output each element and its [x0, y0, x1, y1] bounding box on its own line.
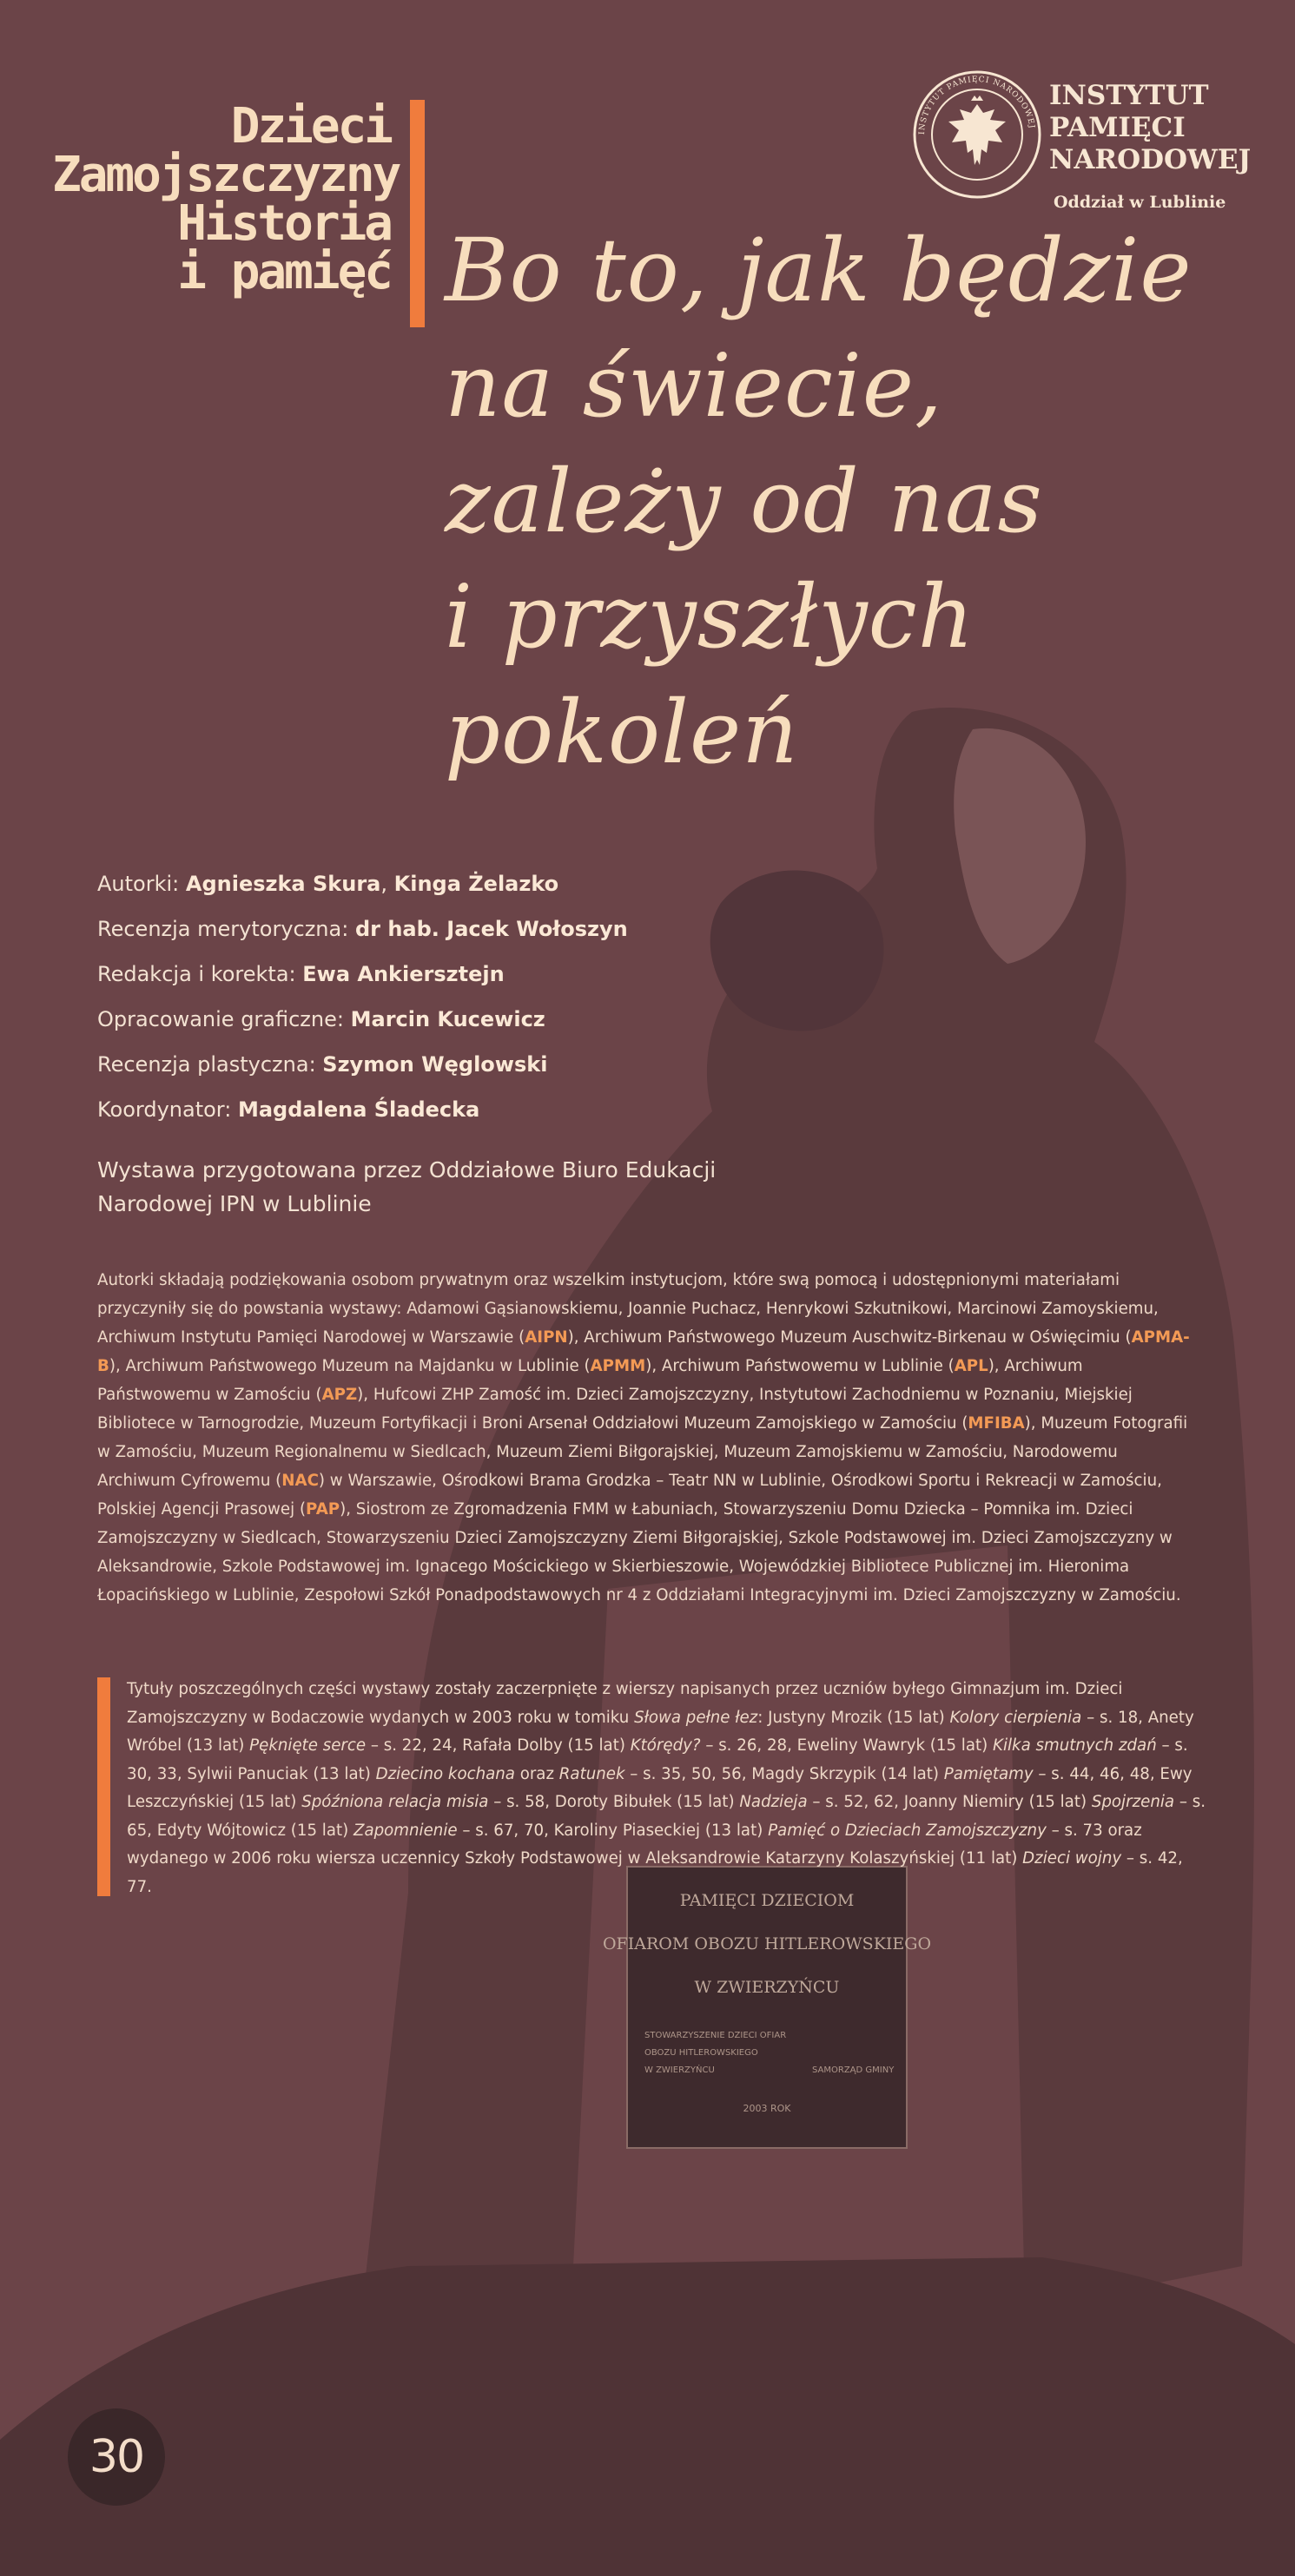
credit-label: Redakcja i korekta:: [97, 962, 303, 986]
headline-line-4: i przyszłych: [445, 566, 975, 668]
poem-title: Spóźniona relacja misia: [301, 1793, 489, 1811]
credit-label: Koordynator:: [97, 1097, 238, 1122]
text-segment: – s. 52, 62, Joanny Niemiry (15 lat): [807, 1793, 1092, 1811]
credit-coordinator: [97, 1087, 775, 1132]
institute-name-line-3: NARODOWEJ: [1049, 144, 1252, 175]
headline-line-1: Bo to, jak będzie: [445, 220, 1193, 321]
poem-title: Pęknięte serce: [249, 1736, 367, 1755]
eagle-seal-icon: [912, 69, 1042, 200]
plaque-line-3: W ZWIERZYŃCU: [694, 1978, 840, 1997]
text-segment: – s. 35, 50, 56, Magdy Skrzypik (14 lat): [624, 1764, 944, 1783]
credit-editing: [97, 952, 775, 997]
text-segment: ), Archiwum Państwowemu w Lublinie (: [645, 1357, 955, 1375]
page-number-badge: [68, 2408, 165, 2506]
page-number: 30: [89, 2431, 144, 2483]
plaque-year: 2003 ROK: [743, 2103, 791, 2114]
text-segment: ), Archiwum Państwowemu w Zamościu (: [97, 1357, 1083, 1404]
plaque-small-line-3: W ZWIERZYŃCU: [644, 2065, 715, 2075]
poem-title: Zapomnienie: [353, 1821, 458, 1840]
institute-branch: Oddział w Lublinie: [1054, 193, 1226, 212]
institute-name-line-2: PAMIĘCI: [1049, 112, 1186, 143]
text-segment: – s. 58, Doroty Bibułek (15 lat): [488, 1793, 740, 1811]
headline-line-3: zależy od nas: [445, 451, 1043, 552]
credit-review: [97, 906, 775, 952]
archive-abbreviation: AIPN: [525, 1328, 568, 1347]
text-segment: – s. 42, 77.: [127, 1849, 1183, 1896]
credit-name: Marcin Kucewicz: [350, 1007, 545, 1031]
credit-label: Recenzja merytoryczna:: [97, 917, 355, 941]
credit-separator: ,: [380, 872, 394, 896]
poem-title: Słowa pełne łez: [634, 1708, 758, 1727]
archive-abbreviation: MFIBA: [968, 1414, 1025, 1433]
plaque-line-2: OFIAROM OBOZU HITLEROWSKIEGO: [602, 1934, 932, 1953]
headline-line-2: na świecie,: [445, 335, 943, 437]
series-line-3: Historia: [177, 195, 391, 252]
text-segment: – s. 67, 70, Karoliny Piaseckiej (13 lat): [457, 1821, 769, 1840]
plaque-small-line-2: OBOZU HITLEROWSKIEGO: [644, 2048, 758, 2058]
prepared-by: [97, 1153, 809, 1221]
credit-graphic-design: [97, 997, 775, 1042]
series-line-4: i pamięć: [177, 244, 391, 300]
acknowledgements: [97, 1266, 1200, 1610]
archive-abbreviation: PAP: [306, 1500, 340, 1519]
text-segment: ), Archiwum Państwowego Muzeum na Majdanku w Lublinie (: [109, 1357, 591, 1375]
headline: [445, 213, 1226, 790]
text-segment: oraz: [514, 1764, 559, 1783]
text-segment: ), Hufcowi ZHP Zamość im. Dzieci Zamojszczyzny, Instytutowi Zachodniemu w Poznaniu, Miejskiej Bibliotece w Tarnogrodzie, Muzeum Fortyfikacji i Broni Arsenał Oddziałowi Muzeum Zamojskiego w Zamościu (: [97, 1386, 1133, 1433]
poem-title: Którędy?: [630, 1736, 701, 1755]
archive-abbreviation: APZ: [321, 1386, 358, 1404]
credit-name: Agnieszka Skura: [185, 872, 381, 896]
titles-source-note: [127, 1676, 1212, 1901]
credit-art-review: [97, 1042, 775, 1087]
poem-title: Nadzieja: [739, 1793, 808, 1811]
text-segment: ) w Warszawie, Ośrodkowi Brama Grodzka – Teatr NN w Lublinie, Ośrodkowi Sportu i Rekreacji w Zamościu, Polskiej Agencji Prasowej (: [97, 1472, 1162, 1519]
text-segment: – s. 73 oraz wydanego w 2006 roku wiersza uczennicy Szkoły Podstawowej w Aleksandrowie Katarzyny Kolaszyńskiej (11 lat): [127, 1821, 1142, 1868]
text-segment: – s. 44, 46, 48, Ewy Leszczyńskiej (15 lat): [127, 1764, 1193, 1811]
accent-bar-bottom: [97, 1677, 110, 1896]
archive-abbreviation: APMM: [590, 1357, 646, 1375]
credit-name: Kinga Żelazko: [393, 872, 559, 896]
series-line-1: Dzieci: [230, 98, 391, 155]
poem-title: Dzieci wojny: [1022, 1849, 1122, 1868]
archive-abbreviation: NAC: [281, 1472, 319, 1490]
text-segment: – s. 18, Anety Wróbel (13 lat): [127, 1708, 1194, 1755]
text-segment: ), Siostrom ze Zgromadzenia FMM w Łabuniach, Stowarzyszeniu Domu Dziecka – Pomnika im. Dzieci Zamojszczyzny w Siedlcach, Stowarzyszeniu Dzieci Zamojszczyzny Ziemi Biłgorajskiej, Szkole Podstawowej im. Dzieci Zamojszczyzny w Aleksandrowie, Szkole Podstawowej im. Ignacego Mościckiego w Skierbieszowie, Wojewódzkiej Bibliotece Publicznej im. Hieronima Łopacińskiego w Lublinie, Zespołowi Szkół Ponadpodstawowych nr 4 z Oddziałami Integracyjnymi im. Dzieci Zamojszczyzny w Zamościu.: [97, 1500, 1181, 1604]
prepared-line-2: Narodowej IPN w Lublinie: [97, 1191, 372, 1216]
ipn-logo: [912, 69, 1252, 217]
credit-authors: [97, 861, 775, 906]
text-segment: : Justyny Mrozik (15 lat): [757, 1708, 950, 1727]
text-segment: – s. 22, 24, Rafała Dolby (15 lat): [366, 1736, 631, 1755]
series-title: [52, 98, 400, 300]
credit-name: Ewa Ankiersztejn: [302, 962, 505, 986]
plaque: [603, 1867, 931, 2148]
plaque-small-right: SAMORZĄD GMINY: [812, 2065, 895, 2075]
credit-name: Magdalena Śladecka: [237, 1097, 480, 1122]
text-segment: ), Muzeum Fotografii w Zamościu, Muzeum Regionalnemu w Siedlcach, Muzeum Ziemi Biłgorajskiej, Muzeum Zamojskiemu w Zamościu, Narodowemu Archiwum Cyfrowemu (: [97, 1414, 1188, 1490]
text-segment: Autorki składają podziękowania osobom prywatnym oraz wszelkim instytucjom, które swą pomocą i udostępnionymi materiałami przyczyniły się do powstania wystawy: Adamowi Gąsianowskiemu, Joannie Puchacz, Henrykowi Szkutnikowi, Marcinowi Zamoyskiemu, Archiwum Instytutu Pamięci Narodowej w Warszawie (: [97, 1271, 1159, 1347]
poem-title: Kilka smutnych zdań: [993, 1736, 1157, 1755]
poem-title: Pamięć o Dzieciach Zamojszczyzny: [768, 1821, 1047, 1840]
credit-name: Szymon Węglowski: [322, 1052, 548, 1077]
poem-title: Ratunek: [558, 1764, 625, 1783]
archive-abbreviation: APL: [954, 1357, 988, 1375]
credit-label: Autorki:: [97, 872, 186, 896]
credit-label: Recenzja plastyczna:: [97, 1052, 323, 1077]
institute-name: [1049, 80, 1251, 176]
seal-text: INSTYTUT PAMIĘCI NARODOWEJ: [917, 75, 1036, 135]
prepared-line-1: Wystawa przygotowana przez Oddziałowe Biuro Edukacji: [97, 1157, 717, 1183]
series-line-2: Zamojszczyzny: [52, 147, 400, 203]
accent-bar-top: [410, 100, 425, 327]
poem-title: Pamiętamy: [943, 1764, 1034, 1783]
credits: [97, 861, 775, 1132]
institute-name-line-1: INSTYTUT: [1049, 80, 1209, 111]
poem-title: Kolory cierpienia: [949, 1708, 1082, 1727]
text-segment: – s. 30, 33, Sylwii Panuciak (13 lat): [127, 1736, 1188, 1783]
text-segment: – s. 26, 28, Eweliny Wawryk (15 lat): [700, 1736, 994, 1755]
text-segment: Tytuły poszczególnych części wystawy zostały zaczerpnięte z wierszy napisanych przez uczniów byłego Gimnazjum im. Dzieci Zamojszczyzny w Bodaczowie wydanych w 2003 roku w tomiku: [127, 1680, 1123, 1727]
text-segment: ), Archiwum Państwowego Muzeum Auschwitz-Birkenau w Oświęcimiu (: [567, 1328, 1132, 1347]
poem-title: Spojrzenia: [1091, 1793, 1175, 1811]
plaque-small-line-1: STOWARZYSZENIE DZIECI OFIAR: [644, 2031, 787, 2040]
credit-name: dr hab. Jacek Wołoszyn: [354, 917, 628, 941]
text-segment: – s. 65, Edyty Wójtowicz (15 lat): [127, 1793, 1206, 1840]
archive-abbreviation: APMA-B: [97, 1328, 1190, 1375]
headline-line-5: pokoleń: [445, 682, 799, 783]
poem-title: Dziecino kochana: [375, 1764, 515, 1783]
plaque-line-1: PAMIĘCI DZIECIOM: [679, 1891, 855, 1910]
credit-label: Opracowanie graficzne:: [97, 1007, 351, 1031]
